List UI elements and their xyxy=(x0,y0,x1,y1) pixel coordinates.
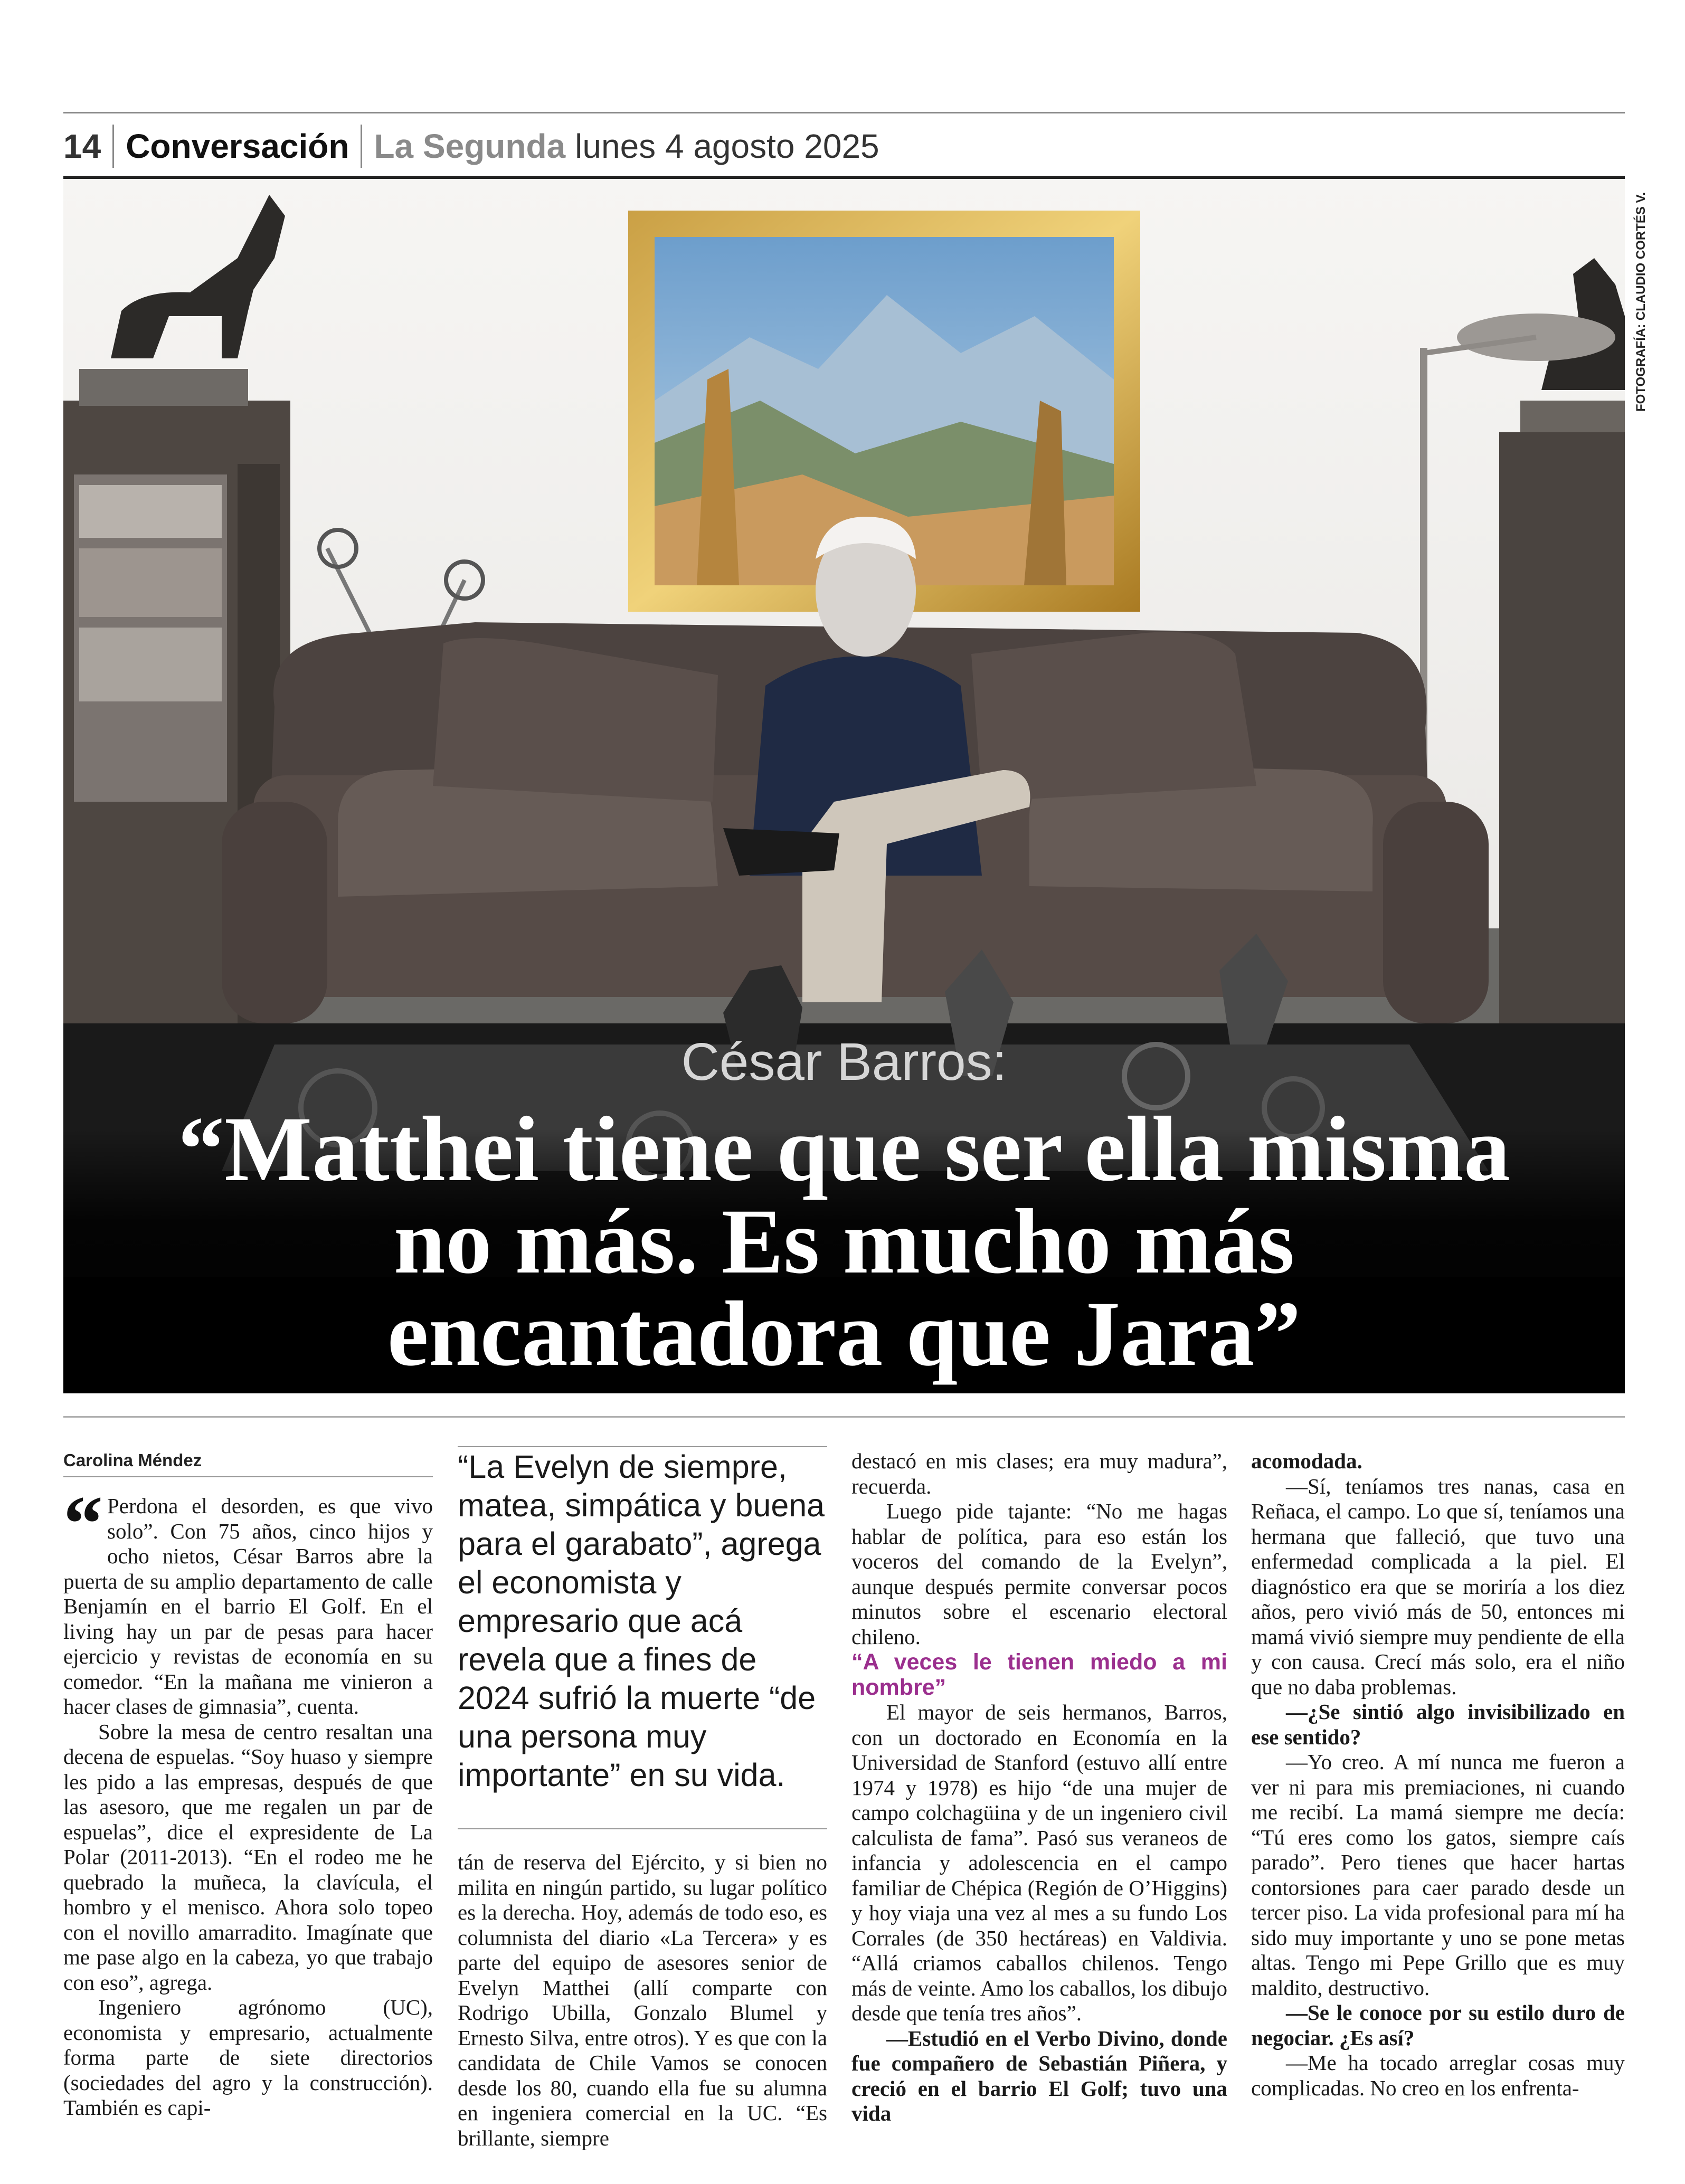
pull-quote-rule xyxy=(458,1828,827,1829)
drop-quote: “ xyxy=(63,1480,103,1568)
headline-line: “Matthei tiene que ser ella misma xyxy=(178,1098,1510,1201)
photo-credit: FOTOGRAFÍA: CLAUDIO CORTÉS V. xyxy=(1634,192,1648,412)
interview-question: —¿Se sintió algo invisibilizado en ese sentido? xyxy=(1251,1699,1625,1749)
pull-quote-rule xyxy=(458,1446,827,1447)
headline-line: encantadora que Jara” xyxy=(387,1283,1301,1385)
page-header xyxy=(63,117,879,175)
newspaper-name: La Segunda xyxy=(374,127,566,165)
column-3 xyxy=(851,1449,1227,2126)
lead-paragraph: Perdona el desorden, es que vivo solo”. Con 75 años, cinco hijos y ocho nietos, César Barros abre la puerta de su amplio departamento de calle Benjamín en el barrio El Golf. En el living hay un par de pesas para hacer ejercicio y revistas de economía en su comedor. “En la mañana me vinieron a hacer clases de gimnasia”, cuenta. xyxy=(63,1494,433,1718)
body-paragraph: Ingeniero agrónomo (UC), economista y empresario, actualmente forma parte de siete directorios (sociedades del agro y la construcción). También es capi- xyxy=(63,1995,433,2120)
interview-answer: —Me ha tocado arreglar cosas muy complicadas. No creo en los enfrenta- xyxy=(1251,2050,1625,2100)
headline-line: no más. Es mucho más xyxy=(393,1190,1295,1293)
pull-quote: “La Evelyn de siempre, matea, simpática y buena para el garabato”, agrega el economista y empresario que acá revela que a fines de 2024 sufrió la muerte “de una persona muy importante” en su vida. xyxy=(458,1449,825,1793)
body-paragraph: Sobre la mesa de centro resaltan una decena de espuelas. “Soy huaso y siempre les pido a las empresas, después de que las asesoro, que me regalen un par de espuelas”, dice el expresidente de La Polar (2011-2013). “En el rodeo me he quebrado la muñeca, la clavícula, el hombro y el menisco. Ahora solo topeo con el novillo amarradito. Imagínate que me pase algo en la cabeza, yo que trabajo con eso”, agrega. xyxy=(63,1719,433,1995)
headline-kicker: César Barros: xyxy=(681,1032,1007,1091)
headline xyxy=(106,1098,1583,1385)
interview-question: —Estudió en el Verbo Divino, donde fue compañero de Sebastián Piñera, y creció en el barrio El Golf; tuvo una vida xyxy=(851,2026,1227,2125)
body-paragraph: El mayor de seis hermanos, Barros, con un doctorado en Economía en la Universidad de Stanford (estuvo allí entre 1974 y 1978) es hijo “de una mujer de campo colchagüina y de un ingeniero civil calculista de fama”. Pasó sus veraneos de infancia y adolescencia en el campo familiar de Chépica (Región de O’Higgins) y hoy viaja una vez al mes a su fundo Los Corrales (de 350 hectáreas) en Valdivia. “Allá criamos caballos chilenos. Tengo más de veinte. Amo los caballos, los dibujo desde que tenía tres años”. xyxy=(851,1700,1227,2025)
top-rule xyxy=(63,112,1625,113)
page-number: 14 xyxy=(63,127,101,165)
publication-date: lunes 4 agosto 2025 xyxy=(575,127,879,165)
body-paragraph: Luego pide tajante: “No me hagas hablar de política, para eso están los voceros del comando de la Evelyn”, aunque después permite conversar pocos minutos sobre el escenario electoral chileno. xyxy=(851,1499,1227,1649)
column-4 xyxy=(1251,1449,1625,2101)
section-rule xyxy=(63,1416,1625,1418)
subheading: “A veces le tienen miedo a mi nombre” xyxy=(851,1649,1227,1700)
interview-answer: —Sí, teníamos tres nanas, casa en Reñaca, el campo. Lo que sí, teníamos una hermana que falleció, que tuvo una enfermedad complicada a la piel. El diagnóstico era que se moriría a los diez años, pero vivió más de 50, entonces mi mamá vivió siempre muy pendiente de ella y con causa. Crecí más solo, era el niño que no daba problemas. xyxy=(1251,1474,1625,1699)
interview-question: acomodada. xyxy=(1251,1449,1362,1473)
body-paragraph: tán de reserva del Ejército, y si bien no milita en ningún partido, su lugar político es la derecha. Hoy, además de todo eso, es columnista del diario «La Tercera» y es parte del equipo de asesores senior de Evelyn Matthei (allí comparte con Rodrigo Ubilla, Gonzalo Blumel y Ernesto Silva, entre otros). Y es que con la candidata de Chile Vamos se conocen desde los 80, cuando ella fue su alumna en ingeniera comercial en la UC. “Es brillante, siempre xyxy=(458,1850,827,2150)
interview-question: —Se le conoce por su estilo duro de negociar. ¿Es así? xyxy=(1251,2000,1625,2050)
byline-rule xyxy=(63,1476,433,1477)
interview-answer: —Yo creo. A mí nunca me fueron a ver ni para mis premiaciones, ni cuando me recibí. La mamá siempre me decía: “Tú eres como los gatos, siempre caís parado”. Pero tienes que hacer hartas contorsiones para caer parado desde un tercer piso. La vida profesional para mí ha sido muy importante y uno se pone metas altas. Tengo mi Pepe Grillo que es muy maldito, destructivo. xyxy=(1251,1750,1625,2000)
lead-text xyxy=(63,1480,433,2121)
section-name: Conversación xyxy=(126,127,349,165)
body-paragraph: destacó en mis clases; era muy madura”, recuerda. xyxy=(851,1449,1227,1498)
byline: Carolina Méndez xyxy=(63,1450,202,1470)
